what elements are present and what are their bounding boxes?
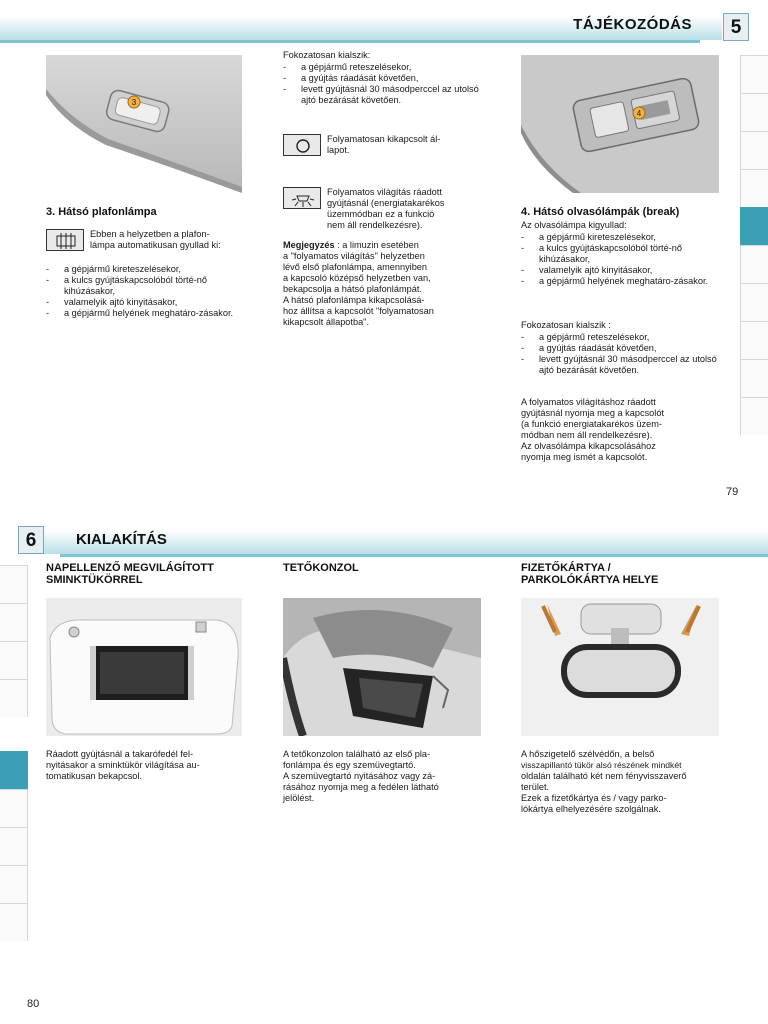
list-item: - a gépjármű kireteszelésekor, (521, 232, 721, 243)
lamp-on-icon (283, 187, 321, 209)
chapter-number-badge: 5 (723, 13, 749, 41)
side-tab[interactable] (0, 789, 28, 827)
lamp-auto-icon (46, 229, 84, 251)
list-item: - a gyújtás ráadását követően, (521, 343, 721, 354)
list-item: - valamelyik ajtó kinyitásakor, (46, 297, 246, 308)
header-rule (0, 40, 700, 43)
section-title-card-holder: FIZETŐKÁRTYA / PARKOLÓKÁRTYA HELYE (521, 562, 659, 586)
list-item: - a gépjármű reteszelésekor, (283, 62, 483, 73)
list-item: - levett gyújtásnál 30 másodperccel az utolsó ajtó bezárását követően. (283, 84, 483, 106)
list-item: - valamelyik ajtó kinyitásakor, (521, 265, 721, 276)
roof-console-text: A tetőkonzolon található az első pla- fonlámpa és egy szemüvegtartó. A szemüvegtartó nyitásához vagy zá- rásához nyomja meg a fedélen látható jelölést. (283, 749, 439, 803)
lamp-off-icon (283, 134, 321, 156)
list-item: - a gépjármű reteszelésekor, (521, 332, 721, 343)
side-tabs-right (740, 55, 768, 495)
side-tab[interactable] (0, 903, 28, 941)
lamp-off-text: Folyamatosan kikapcsolt ál- lapot. (327, 134, 441, 155)
chapter-header-bar (20, 524, 768, 554)
list-item: - levett gyújtásnál 30 másodperccel az utolsó ajtó bezárását követően. (521, 354, 721, 376)
list-item: - a gépjármű kireteszelésekor, (46, 264, 246, 275)
svg-text:4: 4 (636, 109, 642, 118)
roof-console-figure (283, 598, 481, 736)
side-tab[interactable] (0, 679, 28, 717)
reading-lamp-fade-intro: Fokozatosan kialszik : (521, 320, 611, 330)
side-tab[interactable] (740, 55, 768, 93)
side-tab[interactable] (0, 603, 28, 641)
chapter-title: KIALAKÍTÁS (76, 531, 167, 548)
list-item: - a gyújtás ráadását követően, (283, 73, 483, 84)
lamp-on-text: Folyamatos világítás ráadott gyújtásnál (energiatakarékos üzemmódban ez a funkció nem áll rendelkezésre). (327, 187, 445, 230)
side-tab[interactable] (740, 397, 768, 435)
side-tab[interactable] (740, 321, 768, 359)
card-holder-text: A hőszigetelő szélvédőn, a belső visszapillantó tükör alsó részének mindkét oldalán található két nem fényvisszaverő terület. Ezek a fizetőkártya és / vagy parko- lókártya elhelyezésére szolgálnak. (521, 749, 687, 814)
reading-lamp-continuous-text: A folyamatos világításhoz ráadott gyújtásnál nyomja meg a kapcsolót (a funkció energiatakarékos üzem- módban nem áll rendelkezésre). Az olvasólámpa kikapcsolásához nyomja meg ismét a kapcsolót. (521, 397, 664, 462)
list-item: - a gépjármű helyének meghatáro-zásakor. (521, 276, 721, 287)
chapter-header-bar (0, 10, 722, 40)
side-tab[interactable] (740, 131, 768, 169)
side-tab[interactable] (740, 169, 768, 207)
side-tab[interactable] (0, 827, 28, 865)
header-rule (60, 554, 768, 557)
side-tab[interactable] (0, 641, 28, 679)
side-tab-active[interactable] (0, 751, 28, 789)
chapter-title: TÁJÉKOZÓDÁS (573, 16, 692, 33)
lamp-on-list (46, 264, 246, 319)
note-label: Megjegyzés (283, 240, 335, 250)
section-title-rear-ceiling-lamp: 3. Hátsó plafonlámpa (46, 206, 157, 218)
page-number: 80 (27, 998, 40, 1010)
card-holder-figure (521, 598, 719, 736)
reading-lamp-on-list (521, 232, 721, 287)
reading-lamp-intro: Az olvasólámpa kigyullad: (521, 220, 627, 230)
fade-out-intro: Fokozatosan kialszik: (283, 50, 371, 60)
side-tab[interactable] (740, 93, 768, 131)
vanity-mirror-figure (46, 598, 242, 736)
side-tabs-left (0, 565, 28, 945)
rear-ceiling-lamp-figure (46, 55, 242, 193)
side-tab[interactable] (0, 565, 28, 603)
section-title-roof-console: TETŐKONZOL (283, 562, 359, 574)
section-title-reading-lamps: 4. Hátsó olvasólámpák (break) (521, 206, 680, 218)
list-item: - a gépjármű helyének meghatáro-zásakor. (46, 308, 246, 319)
side-tab[interactable] (740, 283, 768, 321)
list-item: - a kulcs gyújtáskapcsolóból törté-nő kihúzásakor, (46, 275, 246, 297)
list-item: - a kulcs gyújtáskapcsolóból törté-nő kihúzásakor, (521, 243, 721, 265)
note-block: Megjegyzés : a limuzin esetében a "folyamatos világítás" helyzetben lévő első plafonlámpa, amennyiben a kapcsoló középső helyzetben van, bekapcsolja a hátsó plafonlámpát. A hátsó plafonlámpa kikapcsolásá- hoz állítsa a kapcsolót "folyamatosan kikapcsolt állapotba". (283, 240, 434, 327)
page-number: 79 (726, 486, 739, 498)
reading-lamp-figure (521, 55, 719, 193)
svg-text:3: 3 (131, 98, 137, 107)
side-tab[interactable] (0, 865, 28, 903)
side-tab[interactable] (740, 245, 768, 283)
side-tab-active[interactable] (740, 207, 768, 245)
auto-lamp-text: Ebben a helyzetben a plafon- lámpa automatikusan gyullad ki: (90, 229, 221, 250)
reading-lamp-fade-list (521, 332, 721, 376)
fade-out-list (283, 62, 483, 106)
chapter-number-badge: 6 (18, 526, 44, 554)
section-title-vanity-mirror: NAPELLENZŐ MEGVILÁGÍTOTT SMINKTÜKÖRREL (46, 562, 214, 586)
vanity-mirror-text: Ráadott gyújtásnál a takarófedél fel- nyitásakor a sminktükör világítása au- tomatikusan bekapcsol. (46, 749, 200, 781)
side-tab[interactable] (740, 359, 768, 397)
